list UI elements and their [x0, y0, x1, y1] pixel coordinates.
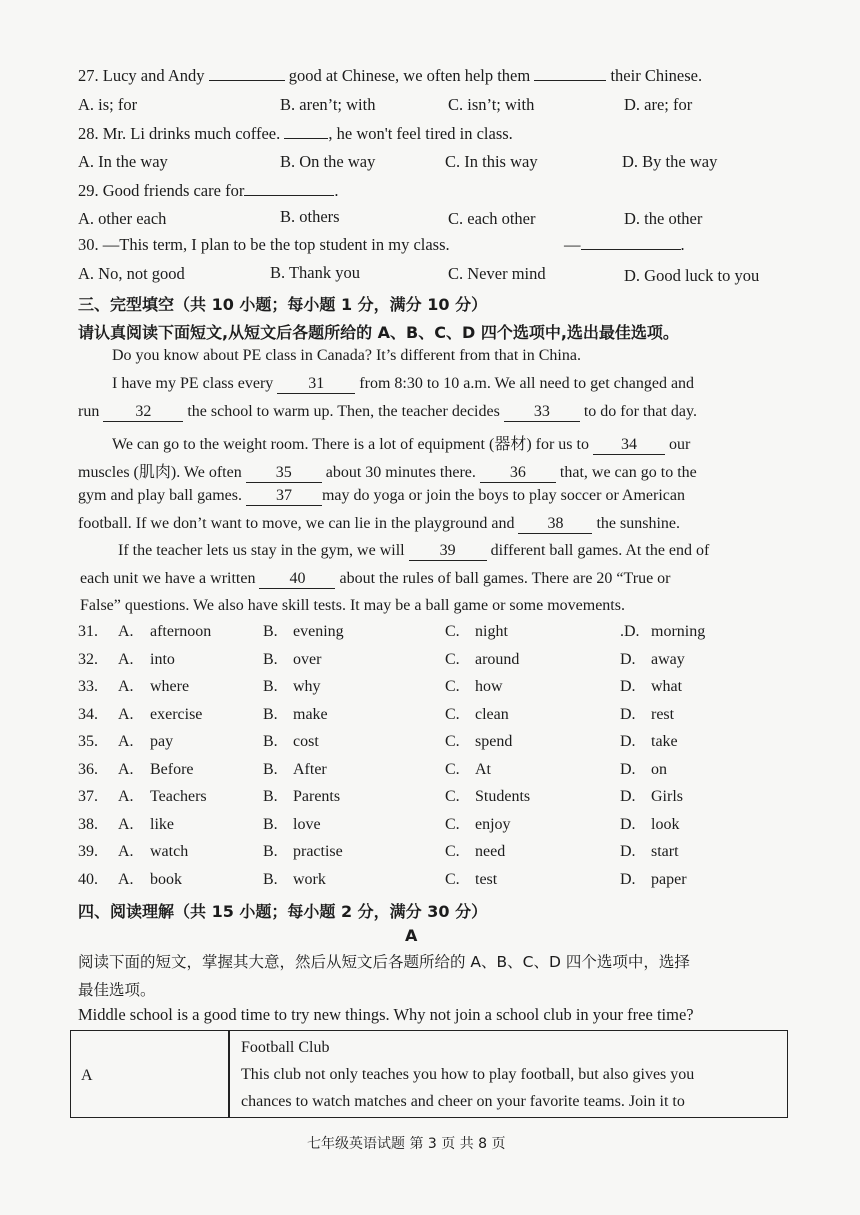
stem-text: . [334, 181, 339, 200]
option-b: B. On the way [280, 152, 376, 171]
option-letter: C. [445, 843, 460, 860]
option-letter: A. [118, 870, 134, 888]
option-text: exercise [150, 705, 203, 723]
option-letter: B. [263, 705, 278, 723]
club-table [70, 1030, 788, 1118]
option-letter: C. [445, 623, 460, 640]
option-letter: A. [118, 650, 134, 668]
option-letter: C. [445, 870, 460, 888]
option-text: love [293, 815, 321, 833]
answer-blank [534, 66, 606, 81]
stem-text: their Chinese. [610, 66, 703, 85]
option-letter: B. [263, 623, 278, 640]
option-letter: C. [445, 815, 460, 833]
passage-line: muscles (肌肉). We often 35 about 30 minutes there. 36 that, we can go to the [78, 464, 697, 481]
option-text: Parents [293, 788, 341, 805]
option-letter: B. [263, 678, 278, 695]
option-text: morning [651, 623, 706, 640]
option-text: enjoy [475, 815, 511, 833]
stem-text: Good friends care for [102, 181, 245, 200]
question-30-response [564, 235, 685, 255]
option-letter: D. [620, 678, 636, 695]
option-letter: A. [118, 815, 134, 833]
stem-text: —This term, I plan to be the top student in my class. [102, 235, 450, 254]
option-text: need [475, 843, 506, 860]
option-letter: C. [445, 650, 460, 668]
option-letter: C. [445, 788, 460, 805]
option-letter: B. [263, 733, 278, 750]
question-number: 36. [78, 760, 98, 778]
answer-blank [244, 181, 334, 196]
stem-text: Mr. Li drinks much coffee. [102, 124, 281, 143]
passage-line: If the teacher lets us stay in the gym, we will 39 different ball games. At the end of [118, 542, 710, 559]
page-footer: 七年级英语试题 第 3 页 共 8 页 [307, 1136, 506, 1152]
question-number: 35. [78, 733, 98, 750]
option-letter: D. [620, 733, 636, 750]
option-text: where [150, 678, 190, 695]
option-a: A. In the way [78, 152, 168, 171]
option-text: test [475, 870, 498, 888]
option-letter: A. [118, 678, 134, 695]
blank-35: 35 [246, 464, 322, 483]
club-description: chances to watch matches and cheer on your favorite teams. Join it to [241, 1093, 685, 1110]
answer-blank [209, 66, 285, 81]
option-letter: A. [118, 760, 134, 778]
option-text: watch [150, 843, 189, 860]
blank-37: 37 [246, 487, 322, 506]
option-text: what [651, 678, 683, 695]
option-text: away [651, 650, 685, 668]
option-letter: B. [263, 843, 278, 860]
option-text: paper [651, 870, 687, 888]
question-29-stem [78, 181, 338, 201]
option-text: clean [475, 705, 509, 723]
section-4-instruction: 阅读下面的短文，掌握其大意，然后从短文后各题所给的 A、B、C、D 四个选项中，选择 [78, 953, 690, 971]
option-letter: D. [620, 760, 636, 778]
blank-31: 31 [277, 375, 355, 394]
option-d: D. By the way [622, 152, 718, 171]
section-3-instruction: 请认真阅读下面短文,从短文后各题所给的 A、B、C、D 四个选项中,选出最佳选项。 [78, 323, 679, 342]
option-b: B. Thank you [270, 263, 360, 282]
option-text: look [651, 815, 680, 833]
table-divider [228, 1031, 230, 1117]
option-letter: A. [118, 623, 134, 640]
option-text: spend [475, 733, 513, 750]
option-letter: C. [445, 760, 460, 778]
option-c: C. In this way [445, 152, 538, 171]
option-text: evening [293, 623, 344, 640]
option-letter: D. [620, 815, 636, 833]
option-text: like [150, 815, 174, 833]
option-b: B. aren’t; with [280, 95, 376, 114]
option-letter: D. [620, 843, 636, 860]
blank-33: 33 [504, 403, 580, 422]
stem-text: . [680, 235, 685, 254]
section-3-title: 三、完型填空（共 10 小题；每小题 1 分，满分 10 分） [78, 295, 488, 314]
answer-blank [581, 235, 681, 250]
option-letter: D. [620, 870, 636, 888]
question-number: 27. [78, 66, 99, 85]
option-a: A. is; for [78, 95, 138, 114]
question-number: 28. [78, 124, 99, 143]
blank-40: 40 [259, 570, 335, 589]
passage-line: run 32 the school to warm up. Then, the teacher decides 33 to do for that day. [78, 403, 697, 420]
option-letter: A. [118, 788, 134, 805]
section-4-instruction: 最佳选项。 [78, 981, 156, 999]
option-letter: .D. [620, 623, 640, 640]
option-text: Students [475, 788, 531, 805]
option-text: rest [651, 705, 675, 723]
option-text: make [293, 705, 328, 723]
question-28-stem [78, 124, 513, 144]
option-text: book [150, 870, 182, 888]
stem-text: Lucy and Andy [102, 66, 205, 85]
question-number: 37. [78, 788, 98, 805]
option-text: into [150, 650, 175, 668]
blank-34: 34 [593, 436, 665, 455]
passage-line: gym and play ball games. 37 may do yoga or join the boys to play soccer or American [78, 487, 685, 504]
blank-36: 36 [480, 464, 556, 483]
option-text: take [651, 733, 678, 750]
part-a-heading: A [405, 926, 418, 945]
option-b: B. others [280, 207, 340, 226]
question-number: 40. [78, 870, 98, 888]
option-c: C. each other [448, 209, 536, 228]
blank-39: 39 [409, 542, 487, 561]
option-letter: D. [620, 705, 636, 723]
stem-text: good at Chinese, we often help them [288, 66, 531, 85]
option-text: pay [150, 733, 174, 750]
passage-line: I have my PE class every 31 from 8:30 to 10 a.m. We all need to get changed and [112, 375, 695, 392]
option-letter: A. [118, 733, 134, 750]
passage-line: Do you know about PE class in Canada? It’s different from that in China. [112, 347, 581, 364]
option-text: work [293, 870, 326, 888]
question-number: 38. [78, 815, 98, 833]
blank-38: 38 [518, 515, 592, 534]
option-text: Girls [651, 788, 683, 805]
option-letter: C. [445, 678, 460, 695]
dash: — [564, 235, 581, 254]
option-text: After [293, 760, 327, 778]
option-text: night [475, 623, 508, 640]
option-text: why [293, 678, 321, 695]
option-letter: B. [263, 815, 278, 833]
club-title: Football Club [241, 1039, 330, 1056]
option-text: around [475, 650, 520, 668]
passage-line: False” questions. We also have skill tests. It may be a ball game or some movements. [80, 597, 625, 614]
question-number: 32. [78, 650, 98, 668]
question-number: 33. [78, 678, 98, 695]
stem-text: , he won't feel tired in class. [328, 124, 513, 143]
question-number: 30. [78, 235, 99, 254]
option-text: afternoon [150, 623, 212, 640]
option-text: how [475, 678, 503, 695]
option-letter: A. [118, 705, 134, 723]
passage-line: We can go to the weight room. There is a lot of equipment (器材) for us to 34 our [112, 436, 691, 453]
passage-line: each unit we have a written 40 about the rules of ball games. There are 20 “True or [80, 570, 671, 587]
option-text: Before [150, 760, 194, 778]
option-text: cost [293, 733, 319, 750]
blank-32: 32 [103, 403, 183, 422]
option-a: A. other each [78, 209, 167, 228]
answer-blank [284, 124, 328, 139]
club-description: This club not only teaches you how to play football, but also gives you [241, 1066, 695, 1083]
passage-line: football. If we don’t want to move, we can lie in the playground and 38 the sunshine. [78, 515, 681, 532]
option-letter: B. [263, 650, 278, 668]
option-text: Teachers [150, 788, 207, 805]
question-number: 39. [78, 843, 98, 860]
option-letter: D. [620, 788, 636, 805]
option-letter: B. [263, 870, 278, 888]
option-text: At [475, 760, 491, 778]
question-number: 34. [78, 705, 98, 723]
table-row-label: A [81, 1067, 93, 1084]
option-letter: D. [620, 650, 636, 668]
option-letter: A. [118, 843, 134, 860]
option-letter: C. [445, 705, 460, 723]
option-a: A. No, not good [78, 264, 185, 283]
option-text: practise [293, 843, 343, 860]
option-text: start [651, 843, 679, 860]
option-d: D. the other [624, 209, 703, 228]
option-c: C. isn’t; with [448, 95, 535, 114]
option-text: over [293, 650, 322, 668]
question-27-stem [78, 66, 702, 86]
option-d: D. Good luck to you [624, 266, 760, 285]
option-letter: B. [263, 760, 278, 778]
option-letter: B. [263, 788, 278, 805]
reading-intro: Middle school is a good time to try new things. Why not join a school club in your free time? [78, 1005, 694, 1024]
option-letter: C. [445, 733, 460, 750]
question-number: 31. [78, 623, 98, 640]
question-30-stem [78, 235, 450, 255]
option-d: D. are; for [624, 95, 693, 114]
question-number: 29. [78, 181, 99, 200]
section-4-title: 四、阅读理解（共 15 小题；每小题 2 分，满分 30 分） [78, 902, 488, 921]
option-text: on [651, 760, 667, 778]
option-c: C. Never mind [448, 264, 546, 283]
